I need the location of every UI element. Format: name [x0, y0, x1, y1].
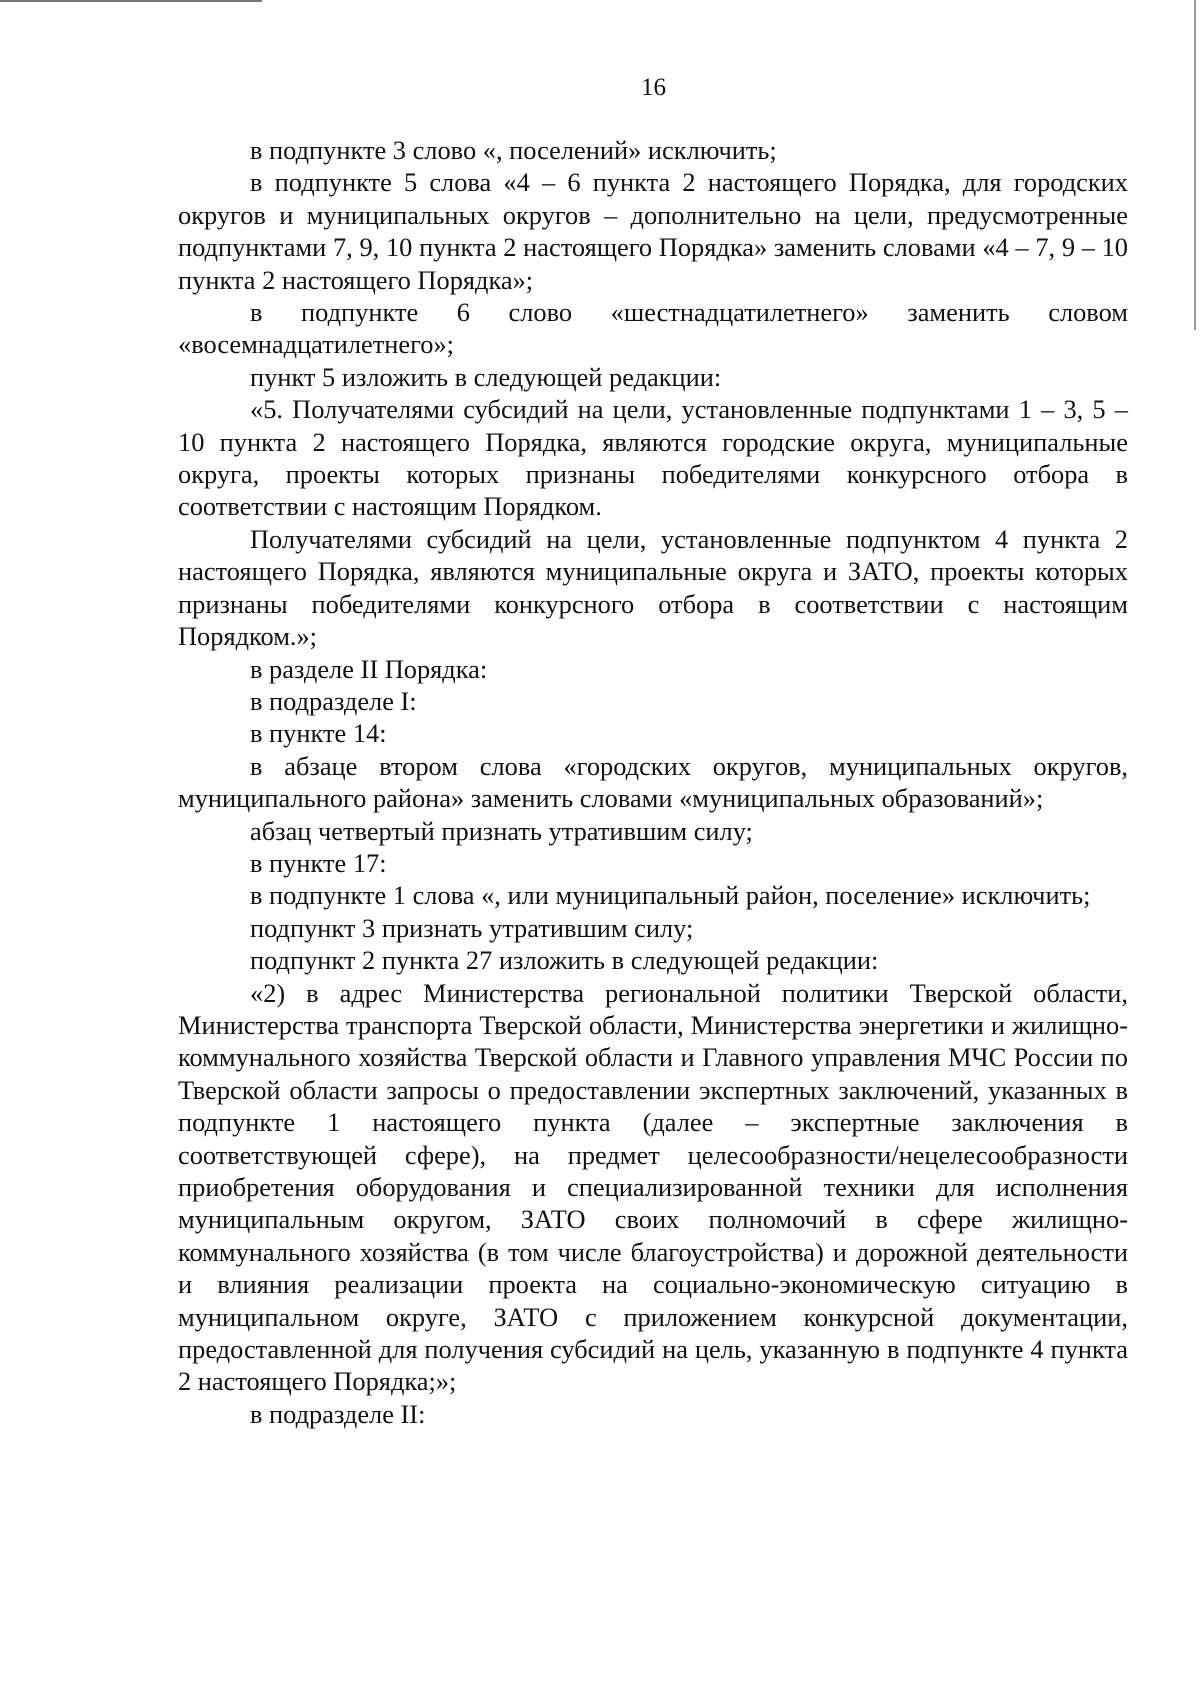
- paragraph: «5. Получателями субсидий на цели, установленные подпунктами 1 – 3, 5 – 10 пункта 2 настоящего Порядка, являются городские округа, муниципальные округа, проекты которых признаны победителями конкурсного отбора в соответствии с настоящим Порядком.: [178, 394, 1128, 522]
- paragraph: подпункт 3 признать утратившим силу;: [250, 912, 694, 943]
- paragraph: в подпункте 3 слово «, поселений» исключить;: [250, 135, 777, 165]
- paragraph: в разделе II Порядка:: [250, 653, 488, 684]
- scan-edge-right: [1194, 0, 1196, 330]
- paragraph: в подразделе I:: [250, 685, 417, 716]
- paragraph: в подпункте 1 слова «, или муниципальный район, поселение» исключить;: [250, 880, 1091, 911]
- paragraph: в подпункте 6 слово «шестнадцатилетнего» заменить словом «восемнадцатилетнего»;: [178, 297, 1128, 360]
- paragraph: пункт 5 изложить в следующей редакции:: [250, 361, 722, 392]
- paragraph: Получателями субсидий на цели, установленные подпунктом 4 пункта 2 настоящего Порядка, являются муниципальные округа и ЗАТО, проекты которых признаны победителями конкурсного отбора в соответствии с настоящим Порядком.»;: [178, 523, 1128, 652]
- paragraph: в пункте 14:: [250, 718, 387, 749]
- paragraph: «2) в адрес Министерства региональной политики Тверской области, Министерства транспорта Тверской области, Министерства энергетики и жилищно-коммунального хозяйства Тверской области и Главного управления МЧС России по Тверской области запросы о предоставлении экспертных заключений, указанных в подпункте 1 настоящего пункта (далее – экспертные заключения в соответствующей сфере), на предмет целесообразности/нецелесообразности приобретения оборудования и специализированной техники для исполнения муниципальным округом, ЗАТО своих полномочий в сфере жилищно-коммунального хозяйства (в том числе благоустройства) и дорожной деятельности и влияния реализации проекта на социально-экономическую ситуацию в муниципальном округе, ЗАТО с приложением конкурсной документации, предоставленной для получения субсидий на цель, указанную в подпункте 4 пункта 2 настоящего Порядка;»;: [178, 977, 1128, 1397]
- page-number: 16: [641, 74, 666, 101]
- paragraph: подпункт 2 пункта 27 изложить в следующей редакции:: [250, 945, 879, 976]
- paragraph: в пункте 17:: [250, 847, 387, 878]
- paragraph: абзац четвертый признать утратившим силу;: [250, 815, 753, 846]
- paragraph: в подпункте 5 слова «4 – 6 пункта 2 настоящего Порядка, для городских округов и муниципальных округов – дополнительно на цели, предусмотренные подпунктами 7, 9, 10 пункта 2 настоящего Порядка» заменить словами «4 – 7, 9 – 10 пункта 2 настоящего Порядка»;: [178, 167, 1128, 295]
- paragraph: в абзаце втором слова «городских округов, муниципальных округов, муниципального района» заменить словами «муниципальных образований»;: [178, 750, 1128, 814]
- document-body: [178, 134, 1128, 1430]
- scan-edge-top: [0, 0, 262, 2]
- paragraph: в подразделе II:: [250, 1398, 426, 1429]
